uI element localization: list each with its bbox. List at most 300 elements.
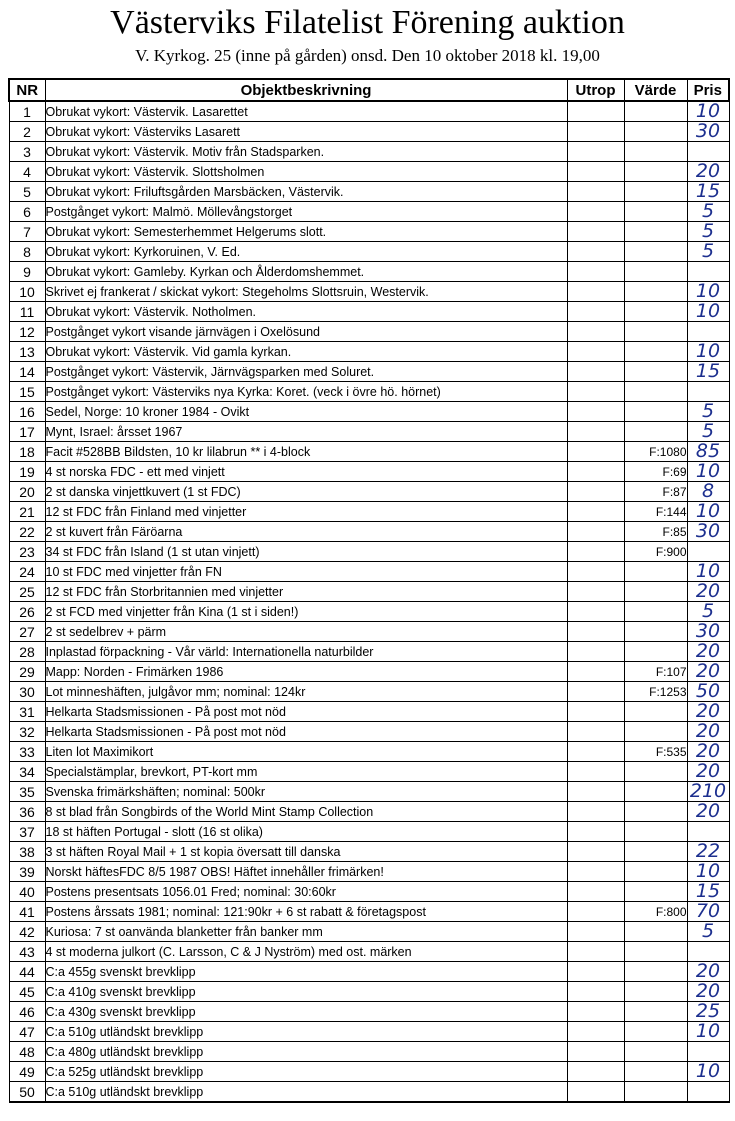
lot-number: 47	[9, 1022, 45, 1042]
lot-utrop	[567, 442, 624, 462]
lot-utrop	[567, 582, 624, 602]
lot-value: F:900	[624, 542, 687, 562]
lot-number: 13	[9, 342, 45, 362]
lot-description: Postgånget vykort: Västervik, Järnvägsparken med Soluret.	[45, 362, 567, 382]
lot-price: 5	[687, 922, 729, 942]
lot-utrop	[567, 842, 624, 862]
table-row	[9, 782, 729, 802]
lot-price	[687, 1042, 729, 1062]
lot-number: 29	[9, 662, 45, 682]
table-row	[9, 722, 729, 742]
lot-number: 4	[9, 162, 45, 182]
lot-price: 20	[687, 982, 729, 1002]
lot-description: Helkarta Stadsmissionen - På post mot nöd	[45, 722, 567, 742]
lot-number: 21	[9, 502, 45, 522]
lot-value	[624, 582, 687, 602]
lot-value	[624, 782, 687, 802]
lot-value: F:1253	[624, 682, 687, 702]
lot-price: 5	[687, 222, 729, 242]
lot-number: 40	[9, 882, 45, 902]
lot-number: 10	[9, 282, 45, 302]
table-row	[9, 462, 729, 482]
table-row	[9, 1082, 729, 1103]
lot-number: 26	[9, 602, 45, 622]
lot-description: C:a 410g svenskt brevklipp	[45, 982, 567, 1002]
table-row	[9, 1002, 729, 1022]
lot-value	[624, 1042, 687, 1062]
lot-description: Facit #528BB Bildsten, 10 kr lilabrun ** i 4-block	[45, 442, 567, 462]
lot-number: 28	[9, 642, 45, 662]
lot-price: 5	[687, 402, 729, 422]
lot-value	[624, 162, 687, 182]
lot-description: 8 st blad från Songbirds of the World Mint Stamp Collection	[45, 802, 567, 822]
lot-value	[624, 342, 687, 362]
lot-price: 22	[687, 842, 729, 862]
lot-number: 20	[9, 482, 45, 502]
table-row	[9, 562, 729, 582]
page-title: Västerviks Filatelist Förening auktion	[110, 4, 625, 41]
lot-utrop	[567, 1042, 624, 1062]
lot-price: 30	[687, 122, 729, 142]
lot-value	[624, 862, 687, 882]
column-header-description: Objektbeskrivning	[45, 79, 567, 101]
lot-utrop	[567, 522, 624, 542]
lot-value	[624, 962, 687, 982]
lot-price: 10	[687, 562, 729, 582]
table-row	[9, 382, 729, 402]
lot-number: 3	[9, 142, 45, 162]
lot-utrop	[567, 962, 624, 982]
lot-description: Postgånget vykort visande järnvägen i Oxelösund	[45, 322, 567, 342]
lot-utrop	[567, 362, 624, 382]
table-row	[9, 402, 729, 422]
lot-utrop	[567, 502, 624, 522]
lot-description: 2 st kuvert från Färöarna	[45, 522, 567, 542]
lot-description: C:a 510g utländskt brevklipp	[45, 1022, 567, 1042]
table-row	[9, 822, 729, 842]
lot-utrop	[567, 342, 624, 362]
lot-utrop	[567, 422, 624, 442]
lot-utrop	[567, 922, 624, 942]
lot-description: Svenska frimärkshäften; nominal: 500kr	[45, 782, 567, 802]
lot-number: 7	[9, 222, 45, 242]
lot-number: 36	[9, 802, 45, 822]
lot-number: 43	[9, 942, 45, 962]
lot-price: 15	[687, 182, 729, 202]
lot-value	[624, 322, 687, 342]
lot-number: 17	[9, 422, 45, 442]
lot-value	[624, 1022, 687, 1042]
lot-value	[624, 982, 687, 1002]
lot-price	[687, 142, 729, 162]
header-row	[9, 79, 729, 101]
lot-description: C:a 480g utländskt brevklipp	[45, 1042, 567, 1062]
lot-utrop	[567, 742, 624, 762]
lot-number: 2	[9, 122, 45, 142]
lot-value	[624, 922, 687, 942]
lot-value	[624, 202, 687, 222]
lot-value	[624, 602, 687, 622]
table-row	[9, 862, 729, 882]
auction-table	[8, 78, 730, 1103]
lot-price: 20	[687, 582, 729, 602]
table-row	[9, 482, 729, 502]
table-row	[9, 282, 729, 302]
table-row	[9, 922, 729, 942]
lot-description: Mynt, Israel: årsset 1967	[45, 422, 567, 442]
lot-price: 20	[687, 162, 729, 182]
lot-number: 27	[9, 622, 45, 642]
lot-price	[687, 542, 729, 562]
lot-utrop	[567, 902, 624, 922]
lot-utrop	[567, 762, 624, 782]
table-row	[9, 422, 729, 442]
lot-number: 25	[9, 582, 45, 602]
lot-price: 15	[687, 882, 729, 902]
lot-utrop	[567, 622, 624, 642]
table-row	[9, 962, 729, 982]
lot-utrop	[567, 642, 624, 662]
lot-price: 25	[687, 1002, 729, 1022]
table-row	[9, 982, 729, 1002]
lot-description: 4 st moderna julkort (C. Larsson, C & J Nyström) med ost. märken	[45, 942, 567, 962]
lot-description: Postens årssats 1981; nominal: 121:90kr + 6 st rabatt & företagspost	[45, 902, 567, 922]
lot-price: 85	[687, 442, 729, 462]
lot-utrop	[567, 782, 624, 802]
lot-number: 48	[9, 1042, 45, 1062]
lot-description: Liten lot Maximikort	[45, 742, 567, 762]
table-row	[9, 142, 729, 162]
lot-value	[624, 122, 687, 142]
table-row	[9, 502, 729, 522]
column-header-varde: Värde	[624, 79, 687, 101]
lot-description: Inplastad förpackning - Vår värld: Internationella naturbilder	[45, 642, 567, 662]
lot-utrop	[567, 222, 624, 242]
lot-price	[687, 1082, 729, 1103]
lot-value: F:69	[624, 462, 687, 482]
lot-price: 15	[687, 362, 729, 382]
lot-utrop	[567, 822, 624, 842]
lot-description: 4 st norska FDC - ett med vinjett	[45, 462, 567, 482]
lot-price: 5	[687, 242, 729, 262]
lot-description: Obrukat vykort: Gamleby. Kyrkan och Ålderdomshemmet.	[45, 262, 567, 282]
lot-value: F:107	[624, 662, 687, 682]
lot-utrop	[567, 982, 624, 1002]
lot-description: 2 st sedelbrev + pärm	[45, 622, 567, 642]
lot-description: Postens presentsats 1056.01 Fred; nominal: 30:60kr	[45, 882, 567, 902]
lot-price	[687, 382, 729, 402]
table-row	[9, 242, 729, 262]
table-row	[9, 342, 729, 362]
lot-number: 39	[9, 862, 45, 882]
lot-number: 6	[9, 202, 45, 222]
lot-value	[624, 242, 687, 262]
page-subtitle: V. Kyrkog. 25 (inne på gården) onsd. Den 10 oktober 2018 kl. 19,00	[135, 46, 600, 65]
lot-price: 10	[687, 282, 729, 302]
lot-utrop	[567, 702, 624, 722]
column-header-pris: Pris	[687, 79, 729, 101]
lot-price	[687, 322, 729, 342]
lot-description: Obrukat vykort: Semesterhemmet Helgerums slott.	[45, 222, 567, 242]
table-row	[9, 322, 729, 342]
lot-number: 45	[9, 982, 45, 1002]
lot-value	[624, 362, 687, 382]
lot-number: 35	[9, 782, 45, 802]
lot-number: 11	[9, 302, 45, 322]
lot-value	[624, 101, 687, 122]
lot-utrop	[567, 662, 624, 682]
table-row	[9, 742, 729, 762]
lot-price: 20	[687, 702, 729, 722]
lot-number: 12	[9, 322, 45, 342]
lot-description: Helkarta Stadsmissionen - På post mot nöd	[45, 702, 567, 722]
lot-value	[624, 562, 687, 582]
lot-price: 5	[687, 602, 729, 622]
lot-description: Obrukat vykort: Västervik. Notholmen.	[45, 302, 567, 322]
lot-price: 8	[687, 482, 729, 502]
lot-price: 10	[687, 101, 729, 122]
lot-price	[687, 942, 729, 962]
lot-number: 15	[9, 382, 45, 402]
lot-price: 10	[687, 302, 729, 322]
table-row	[9, 622, 729, 642]
lot-value: F:85	[624, 522, 687, 542]
lot-value	[624, 882, 687, 902]
lot-utrop	[567, 322, 624, 342]
lot-description: 12 st FDC från Finland med vinjetter	[45, 502, 567, 522]
table-row	[9, 842, 729, 862]
lot-description: Skrivet ej frankerat / skickat vykort: Stegeholms Slottsruin, Westervik.	[45, 282, 567, 302]
lot-price: 210	[687, 782, 729, 802]
lot-price: 20	[687, 722, 729, 742]
lot-description: Obrukat vykort: Friluftsgården Marsbäcken, Västervik.	[45, 182, 567, 202]
table-row	[9, 362, 729, 382]
lot-price: 30	[687, 522, 729, 542]
lot-price: 20	[687, 802, 729, 822]
lot-description: Sedel, Norge: 10 kroner 1984 - Ovikt	[45, 402, 567, 422]
table-row	[9, 1042, 729, 1062]
lot-price: 10	[687, 1062, 729, 1082]
lot-description: Obrukat vykort: Västervik. Lasarettet	[45, 101, 567, 122]
lot-price: 20	[687, 962, 729, 982]
table-row	[9, 122, 729, 142]
lot-value: F:800	[624, 902, 687, 922]
lot-utrop	[567, 402, 624, 422]
lot-number: 19	[9, 462, 45, 482]
lot-number: 16	[9, 402, 45, 422]
table-row	[9, 442, 729, 462]
lot-price: 10	[687, 462, 729, 482]
lot-price	[687, 262, 729, 282]
lot-utrop	[567, 942, 624, 962]
lot-utrop	[567, 542, 624, 562]
table-row	[9, 1062, 729, 1082]
table-row	[9, 942, 729, 962]
lot-description: 12 st FDC från Storbritannien med vinjetter	[45, 582, 567, 602]
lot-description: C:a 525g utländskt brevklipp	[45, 1062, 567, 1082]
lot-price: 20	[687, 762, 729, 782]
lot-number: 14	[9, 362, 45, 382]
table-header	[9, 79, 729, 101]
lot-utrop	[567, 162, 624, 182]
lot-description: 34 st FDC från Island (1 st utan vinjett)	[45, 542, 567, 562]
lot-utrop	[567, 302, 624, 322]
lot-price: 5	[687, 422, 729, 442]
lot-description: C:a 430g svenskt brevklipp	[45, 1002, 567, 1022]
lot-number: 1	[9, 101, 45, 122]
lot-number: 37	[9, 822, 45, 842]
lot-utrop	[567, 562, 624, 582]
lot-description: C:a 455g svenskt brevklipp	[45, 962, 567, 982]
table-row	[9, 682, 729, 702]
lot-value	[624, 142, 687, 162]
lot-utrop	[567, 1082, 624, 1103]
lot-number: 41	[9, 902, 45, 922]
column-header-nr: NR	[9, 79, 45, 101]
lot-utrop	[567, 1002, 624, 1022]
lot-description: 18 st häften Portugal - slott (16 st olika)	[45, 822, 567, 842]
lot-number: 49	[9, 1062, 45, 1082]
lot-value	[624, 822, 687, 842]
lot-utrop	[567, 382, 624, 402]
lot-description: Obrukat vykort: Västervik. Vid gamla kyrkan.	[45, 342, 567, 362]
table-row	[9, 302, 729, 322]
lot-utrop	[567, 262, 624, 282]
table-row	[9, 162, 729, 182]
lot-value	[624, 622, 687, 642]
table-row	[9, 802, 729, 822]
lot-value	[624, 422, 687, 442]
lot-price: 70	[687, 902, 729, 922]
lot-number: 22	[9, 522, 45, 542]
lot-value	[624, 402, 687, 422]
lot-value	[624, 282, 687, 302]
lot-number: 38	[9, 842, 45, 862]
table-row	[9, 522, 729, 542]
lot-number: 50	[9, 1082, 45, 1103]
lot-utrop	[567, 282, 624, 302]
lot-price: 30	[687, 622, 729, 642]
table-row	[9, 222, 729, 242]
lot-value	[624, 222, 687, 242]
lot-price	[687, 822, 729, 842]
lot-number: 31	[9, 702, 45, 722]
table-row	[9, 542, 729, 562]
lot-utrop	[567, 882, 624, 902]
lot-description: Obrukat vykort: Kyrkoruinen, V. Ed.	[45, 242, 567, 262]
lot-description: Specialstämplar, brevkort, PT-kort mm	[45, 762, 567, 782]
lot-description: C:a 510g utländskt brevklipp	[45, 1082, 567, 1103]
lot-utrop	[567, 202, 624, 222]
lot-utrop	[567, 802, 624, 822]
lot-value	[624, 382, 687, 402]
lot-value	[624, 302, 687, 322]
lot-price: 10	[687, 862, 729, 882]
lot-value	[624, 1082, 687, 1103]
lot-description: Obrukat vykort: Västervik. Motiv från Stadsparken.	[45, 142, 567, 162]
lot-number: 30	[9, 682, 45, 702]
table-row	[9, 882, 729, 902]
lot-value	[624, 842, 687, 862]
table-body	[9, 101, 729, 1102]
lot-number: 44	[9, 962, 45, 982]
lot-price: 10	[687, 342, 729, 362]
lot-value	[624, 802, 687, 822]
lot-description: Obrukat vykort: Västervik. Slottsholmen	[45, 162, 567, 182]
table-row	[9, 182, 729, 202]
lot-value	[624, 642, 687, 662]
lot-utrop	[567, 101, 624, 122]
lot-value	[624, 702, 687, 722]
lot-utrop	[567, 722, 624, 742]
lot-value: F:535	[624, 742, 687, 762]
lot-description: 2 st FCD med vinjetter från Kina (1 st i siden!)	[45, 602, 567, 622]
lot-description: Kuriosa: 7 st oanvända blanketter från banker mm	[45, 922, 567, 942]
table-row	[9, 202, 729, 222]
lot-utrop	[567, 242, 624, 262]
lot-number: 42	[9, 922, 45, 942]
lot-value	[624, 1062, 687, 1082]
lot-value	[624, 182, 687, 202]
lot-value	[624, 762, 687, 782]
lot-number: 34	[9, 762, 45, 782]
lot-utrop	[567, 462, 624, 482]
table-row	[9, 1022, 729, 1042]
lot-utrop	[567, 182, 624, 202]
lot-value	[624, 1002, 687, 1022]
table-row	[9, 902, 729, 922]
lot-utrop	[567, 482, 624, 502]
lot-number: 23	[9, 542, 45, 562]
lot-utrop	[567, 602, 624, 622]
lot-description: Postgånget vykort: Malmö. Möllevångstorget	[45, 202, 567, 222]
lot-value	[624, 262, 687, 282]
table-row	[9, 101, 729, 122]
table-row	[9, 642, 729, 662]
lot-utrop	[567, 862, 624, 882]
lot-value: F:144	[624, 502, 687, 522]
lot-description: Lot minneshäften, julgåvor mm; nominal: 124kr	[45, 682, 567, 702]
lot-utrop	[567, 1062, 624, 1082]
lot-number: 33	[9, 742, 45, 762]
lot-value	[624, 942, 687, 962]
table-row	[9, 582, 729, 602]
lot-description: Postgånget vykort: Västerviks nya Kyrka: Koret. (veck i övre hö. hörnet)	[45, 382, 567, 402]
lot-utrop	[567, 1022, 624, 1042]
lot-number: 9	[9, 262, 45, 282]
table-row	[9, 762, 729, 782]
lot-value: F:1080	[624, 442, 687, 462]
lot-price: 50	[687, 682, 729, 702]
table-row	[9, 662, 729, 682]
lot-description: 10 st FDC med vinjetter från FN	[45, 562, 567, 582]
lot-value: F:87	[624, 482, 687, 502]
lot-description: Obrukat vykort: Västerviks Lasarett	[45, 122, 567, 142]
lot-number: 18	[9, 442, 45, 462]
lot-price: 20	[687, 642, 729, 662]
lot-price: 10	[687, 502, 729, 522]
lot-description: Mapp: Norden - Frimärken 1986	[45, 662, 567, 682]
lot-description: Norskt häftesFDC 8/5 1987 OBS! Häftet innehåller frimärken!	[45, 862, 567, 882]
lot-number: 5	[9, 182, 45, 202]
lot-utrop	[567, 122, 624, 142]
table-row	[9, 262, 729, 282]
lot-number: 46	[9, 1002, 45, 1022]
lot-number: 8	[9, 242, 45, 262]
lot-value	[624, 722, 687, 742]
lot-price: 20	[687, 662, 729, 682]
lot-number: 32	[9, 722, 45, 742]
